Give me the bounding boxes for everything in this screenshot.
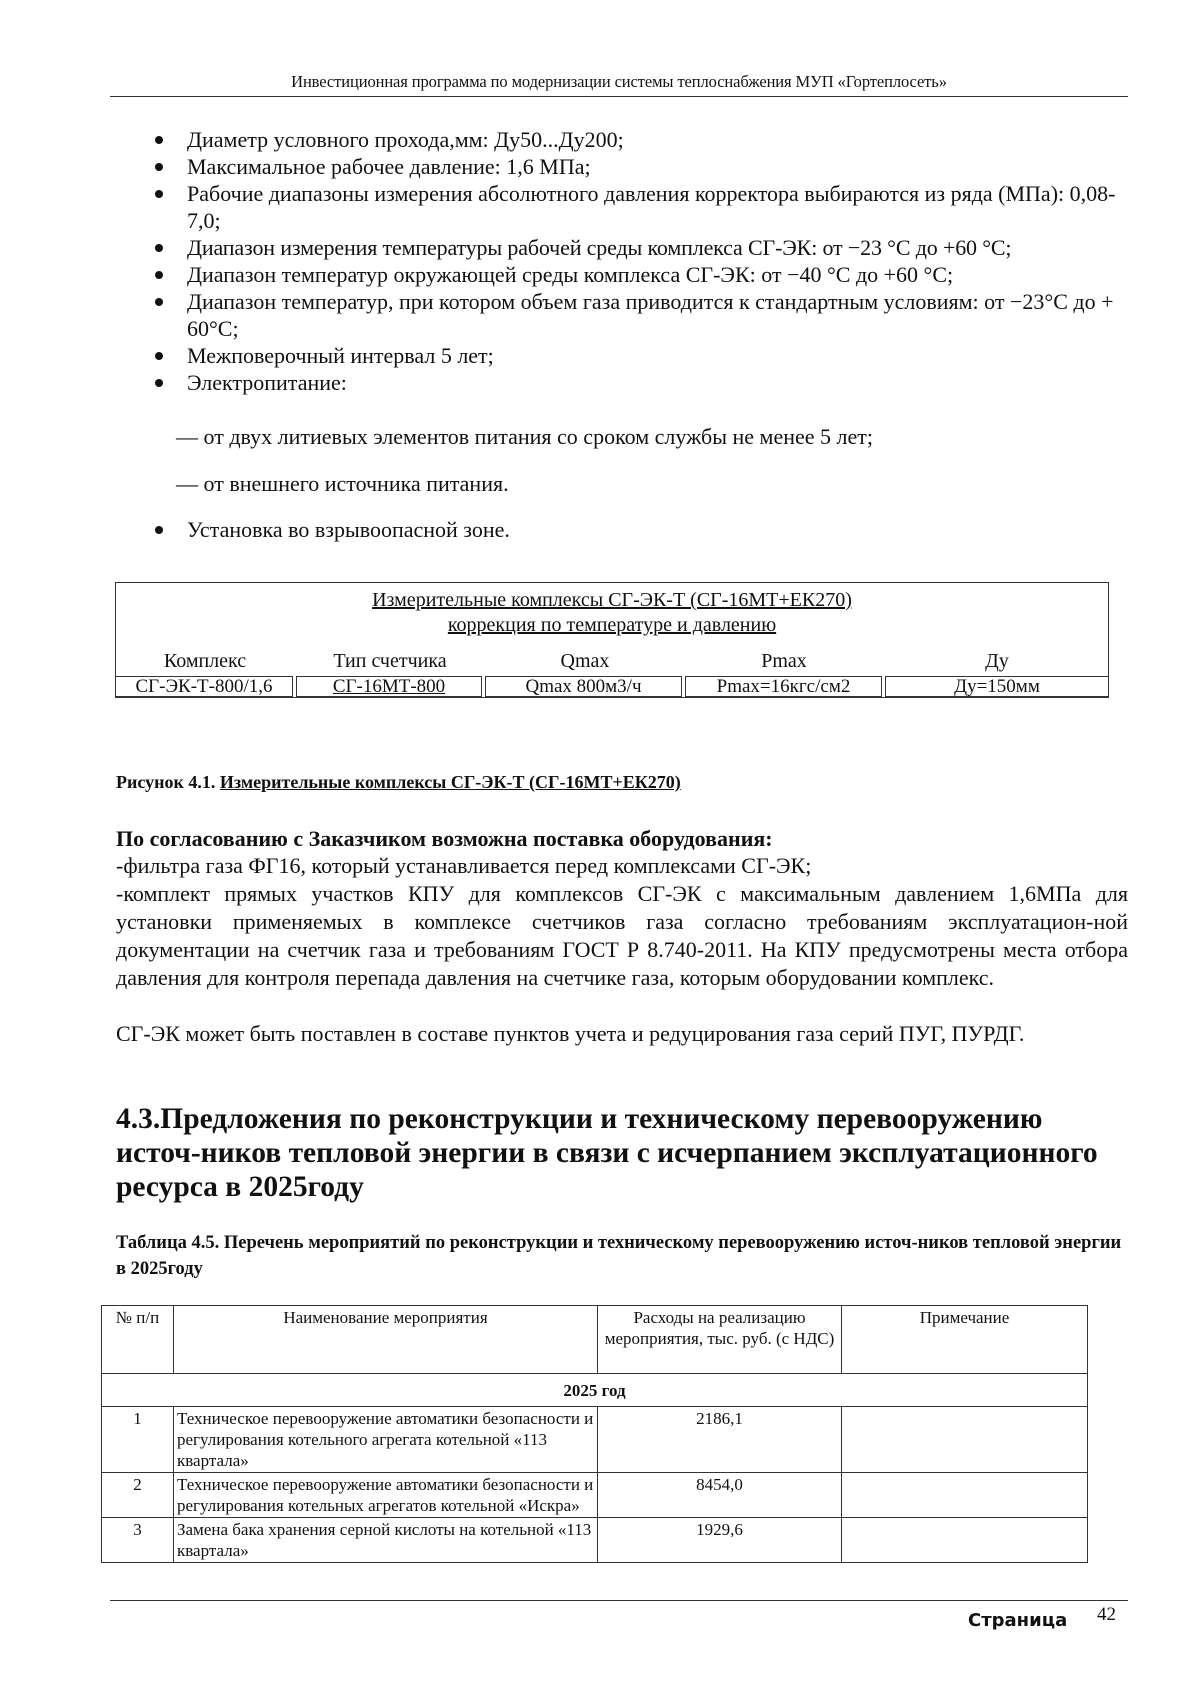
table-header-cell: Расходы на реализацию мероприятия, тыс. руб. (с НДС) bbox=[598, 1306, 842, 1374]
list-item: Диапазон измерения температуры рабочей среды комплекса СГ-ЭК: от −23 °С до +60 °С; bbox=[150, 234, 1135, 261]
figure-caption bbox=[116, 772, 681, 793]
list-item: Рабочие диапазоны измерения абсолютного давления корректора выбираются из ряда (МПа): 0,08-7,0; bbox=[150, 180, 1135, 234]
list-item: Диаметр условного прохода,мм: Ду50...Ду200; bbox=[150, 126, 1135, 153]
table-cell bbox=[842, 1473, 1088, 1518]
list-item: Максимальное рабочее давление: 1,6 МПа; bbox=[150, 153, 1135, 180]
footer-page-label: Страница bbox=[968, 1610, 1068, 1631]
header-divider bbox=[110, 96, 1128, 97]
table-header-cell: Примечание bbox=[842, 1306, 1088, 1374]
figure-subtitle: коррекция по температуре и давлению bbox=[447, 614, 777, 636]
figure-cell: СГ-ЭК-Т-800/1,6 bbox=[115, 676, 293, 697]
supply-item: -фильтра газа ФГ16, который устанавливается перед комплексами СГ-ЭК; bbox=[116, 853, 812, 878]
list-item: Электропитание: bbox=[150, 369, 1135, 396]
spec-list-tail bbox=[150, 516, 1135, 543]
running-header: Инвестиционная программа по модернизации системы теплоснабжения МУП «Гортеплосеть» bbox=[291, 72, 947, 91]
power-option-external: — от внешнего источника питания. bbox=[176, 471, 509, 496]
caption-text: Измерительные комплексы СГ-ЭК-Т (СГ-16МТ+ЕК270) bbox=[219, 772, 681, 792]
figure-cell: СГ-16МТ-800 bbox=[296, 676, 482, 697]
table-year-row bbox=[102, 1374, 1088, 1407]
table-cell: 8454,0 bbox=[598, 1473, 842, 1518]
figure-cell: Qmax 800м3/ч bbox=[485, 676, 682, 697]
figure-values-row bbox=[115, 676, 1109, 698]
table-row bbox=[102, 1518, 1088, 1563]
table-cell bbox=[842, 1407, 1088, 1473]
power-option-batteries: — от двух литиевых элементов питания со сроком службы не менее 5 лет; bbox=[176, 424, 873, 449]
table-header-cell: Наименование мероприятия bbox=[174, 1306, 598, 1374]
measures-table bbox=[101, 1305, 1088, 1563]
table-cell: 2 bbox=[102, 1473, 174, 1518]
year-cell: 2025 год bbox=[102, 1374, 1088, 1407]
footer-divider bbox=[110, 1600, 1128, 1601]
list-item: Установка во взрывоопасной зоне. bbox=[150, 516, 1135, 543]
table-cell: 1929,6 bbox=[598, 1518, 842, 1563]
section-title: 4.3.Предложения по реконструкции и техническому перевооружению источ-ников тепловой энергии в связи с исчерпанием эксплуатационного ресурса в 2025году bbox=[116, 1103, 1098, 1203]
spec-list bbox=[150, 126, 1135, 396]
list-item: Диапазон температур окружающей среды комплекса СГ-ЭК: от −40 °С до +60 °С; bbox=[150, 261, 1135, 288]
figure-column-header: Qmax bbox=[560, 650, 610, 672]
page-number: 42 bbox=[1097, 1604, 1116, 1625]
table-cell bbox=[842, 1518, 1088, 1563]
table-cell: Техническое перевооружение автоматики безопасности и регулирования котельного агрегата котельной «113 квартала» bbox=[174, 1407, 598, 1473]
table-title: Таблица 4.5. Перечень мероприятий по реконструкции и техническому перевооружению источ-ников тепловой энергии в 2025году bbox=[116, 1233, 1122, 1279]
table-cell: 3 bbox=[102, 1518, 174, 1563]
table-row bbox=[102, 1407, 1088, 1473]
table-row bbox=[102, 1473, 1088, 1518]
table-header-cell: № п/п bbox=[102, 1306, 174, 1374]
table-cell: 1 bbox=[102, 1407, 174, 1473]
figure-title: Измерительные комплексы СГ-ЭК-Т (СГ-16МТ+ЕК270) bbox=[372, 589, 852, 611]
caption-label: Рисунок 4.1. bbox=[116, 772, 220, 792]
table-cell: 2186,1 bbox=[598, 1407, 842, 1473]
list-item: Диапазон температур, при котором объем газа приводится к стандартным условиям: от −23°С до + 60°С; bbox=[150, 288, 1135, 342]
supply-note: СГ-ЭК может быть поставлен в составе пунктов учета и редуцирования газа серий ПУГ, ПУРДГ. bbox=[116, 1021, 1025, 1046]
figure-column-header: Комплекс bbox=[163, 650, 247, 672]
figure-column-header: Тип счетчика bbox=[333, 650, 447, 672]
table-header-row bbox=[102, 1306, 1088, 1374]
figure-column-header: Ду bbox=[985, 650, 1009, 672]
figure-column-header: Pmax bbox=[761, 650, 807, 672]
supply-heading: По согласованию с Заказчиком возможна поставка оборудования: bbox=[116, 826, 773, 851]
table-cell: Техническое перевооружение автоматики безопасности и регулирования котельных агрегатов котельной «Искра» bbox=[174, 1473, 598, 1518]
figure-cell: Pmax=16кгс/см2 bbox=[685, 676, 882, 697]
list-item: Межповерочный интервал 5 лет; bbox=[150, 342, 1135, 369]
figure-cell: Ду=150мм bbox=[885, 676, 1109, 697]
supply-item: -комплект прямых участков КПУ для комплексов СГ-ЭК с максимальным давлением 1,6МПа для установки применяемых в комплексе счетчиков газа согласно требованиям эксплуатацион-ной документации на счетчик газа и требованиям ГОСТ Р 8.740-2011. На КПУ предусмотрены места отбора давления для контроля перепада давления на счетчике газа, которым оборудовании комплекс. bbox=[116, 881, 1128, 990]
table-cell: Замена бака хранения серной кислоты на котельной «113 квартала» bbox=[174, 1518, 598, 1563]
